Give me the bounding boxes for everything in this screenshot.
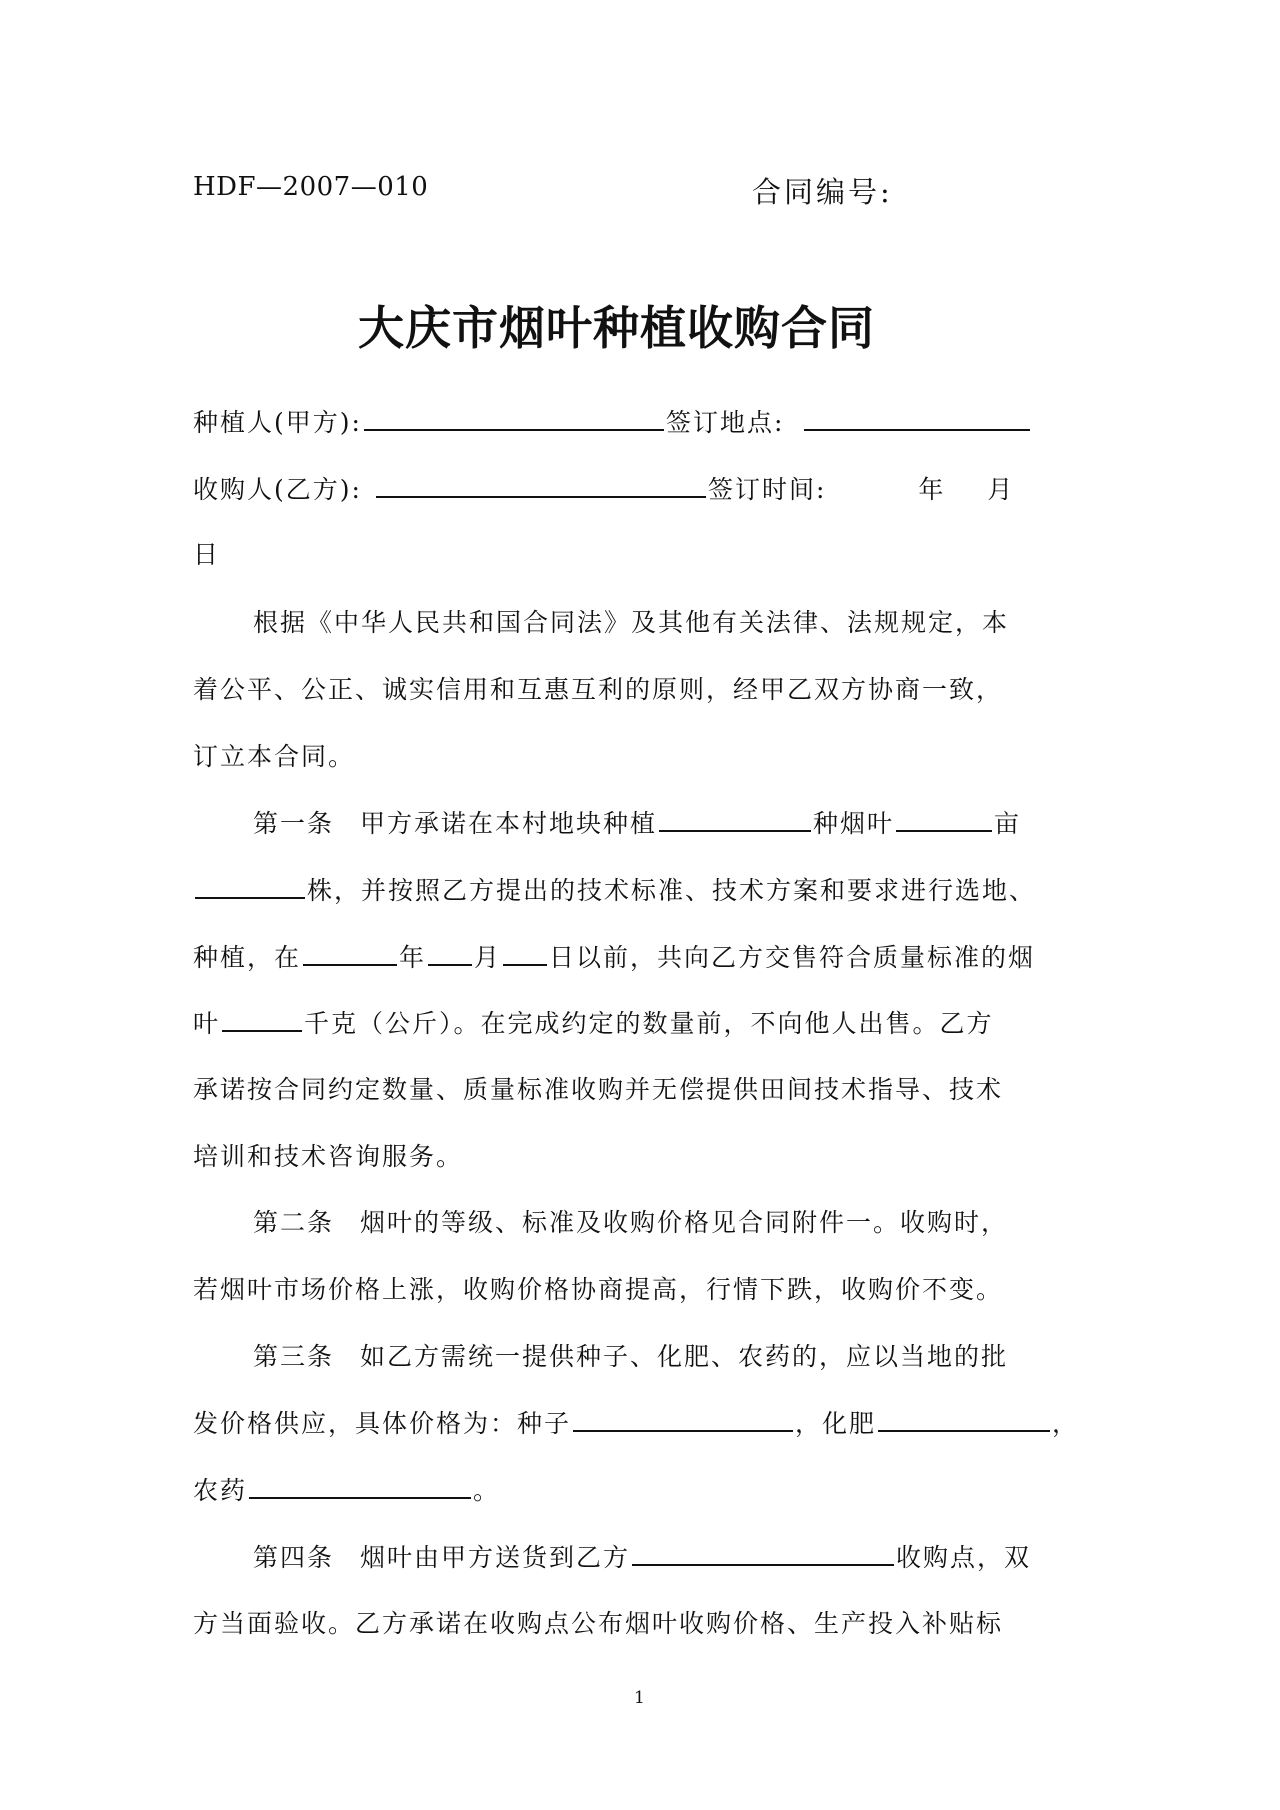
article3-text-a: 如乙方需统一提供种子、化肥、农药的，应以当地的批 xyxy=(360,1342,1009,1371)
preamble-line-3: 订立本合同。 xyxy=(193,742,356,771)
article1-text-g: 月 xyxy=(474,943,502,972)
signing-time-label: 签订时间: xyxy=(707,475,827,504)
article1-line-3 xyxy=(193,940,1035,975)
preamble-line-2: 着公平、公正、诚实信用和互惠互利的原则，经甲乙双方协商一致， xyxy=(193,675,1004,704)
article4-text-a: 烟叶由甲方送货到乙方 xyxy=(360,1543,631,1572)
grower-label: 种植人(甲方): xyxy=(193,408,362,437)
article3-text-f: 。 xyxy=(473,1476,501,1505)
article4-text-b: 收购点，双 xyxy=(896,1543,1032,1572)
article1-line-4 xyxy=(193,1006,994,1041)
article1-line-5: 承诺按合同约定数量、质量标准收购并无偿提供田间技术指导、技术 xyxy=(193,1075,1004,1104)
article4-heading: 第四条 xyxy=(253,1543,335,1572)
article4-line-1 xyxy=(253,1540,1031,1575)
article3-text-c: ，化肥 xyxy=(795,1409,877,1438)
article1-line-6: 培训和技术咨询服务。 xyxy=(193,1142,464,1171)
contract-number-label: 合同编号: xyxy=(752,175,893,209)
buyer-label: 收购人(乙方): xyxy=(193,475,362,504)
signing-place-label: 签订地点: xyxy=(665,408,785,437)
article2-line-2: 若烟叶市场价格上涨，收购价格协商提高，行情下跌，收购价不变。 xyxy=(193,1275,1004,1304)
article1-line-1 xyxy=(253,806,1021,841)
area-blank[interactable] xyxy=(896,806,992,832)
purchase-point-blank[interactable] xyxy=(632,1540,894,1566)
article1-text-b: 种烟叶 xyxy=(813,809,895,838)
variety-blank[interactable] xyxy=(659,806,811,832)
article1-text-i: 叶 xyxy=(193,1009,221,1038)
article2-line-1 xyxy=(253,1206,1008,1240)
month-label: 月 xyxy=(987,475,1015,504)
buyer-line xyxy=(193,472,1014,507)
article2-text-a: 烟叶的等级、标准及收购价格见合同附件一。收购时， xyxy=(360,1208,1009,1237)
article1-text-j: 千克（公斤）。在完成约定的数量前，不向他人出售。乙方 xyxy=(304,1009,994,1038)
article3-text-e: 农药 xyxy=(193,1476,248,1505)
article1-text-e: 种植，在 xyxy=(193,943,302,972)
article3-line-3 xyxy=(193,1473,500,1508)
article1-text-c: 亩 xyxy=(994,809,1022,838)
grower-line xyxy=(193,405,1032,440)
article3-line-1 xyxy=(253,1340,1008,1374)
quantity-blank[interactable] xyxy=(222,1006,302,1032)
article1-text-f: 年 xyxy=(399,943,427,972)
article3-text-d: ， xyxy=(1052,1409,1080,1438)
article3-heading: 第三条 xyxy=(253,1342,335,1371)
preamble-line-1: 根据《中华人民共和国合同法》及其他有关法律、法规规定，本 xyxy=(253,608,1010,637)
article1-line-2 xyxy=(193,873,1036,908)
deadline-day-blank[interactable] xyxy=(503,940,547,966)
plants-blank[interactable] xyxy=(195,873,305,899)
document-code: HDF—2007—010 xyxy=(193,172,429,202)
article1-heading: 第一条 xyxy=(253,809,335,838)
article1-text-h: 日以前，共向乙方交售符合质量标准的烟 xyxy=(549,943,1036,972)
grower-blank[interactable] xyxy=(364,405,664,431)
deadline-year-blank[interactable] xyxy=(303,940,397,966)
article3-text-b: 发价格供应，具体价格为：种子 xyxy=(193,1409,572,1438)
article1-text-a: 甲方承诺在本村地块种植 xyxy=(360,809,658,838)
pesticide-price-blank[interactable] xyxy=(249,1473,471,1499)
seed-price-blank[interactable] xyxy=(573,1406,793,1432)
fertilizer-price-blank[interactable] xyxy=(878,1406,1050,1432)
day-line xyxy=(193,538,220,572)
article1-text-d: 株，并按照乙方提出的技术标准、技术方案和要求进行选地、 xyxy=(307,876,1037,905)
buyer-blank[interactable] xyxy=(376,472,706,498)
document-title: 大庆市烟叶种植收购合同 xyxy=(358,301,875,355)
article2-heading: 第二条 xyxy=(253,1208,335,1237)
article4-line-2: 方当面验收。乙方承诺在收购点公布烟叶收购价格、生产投入补贴标 xyxy=(193,1609,1004,1638)
page-number: 1 xyxy=(634,1688,645,1708)
signing-place-blank[interactable] xyxy=(804,405,1030,431)
deadline-month-blank[interactable] xyxy=(428,940,472,966)
year-label: 年 xyxy=(918,475,946,504)
day-label: 日 xyxy=(193,540,221,569)
article3-line-2 xyxy=(193,1406,1079,1441)
